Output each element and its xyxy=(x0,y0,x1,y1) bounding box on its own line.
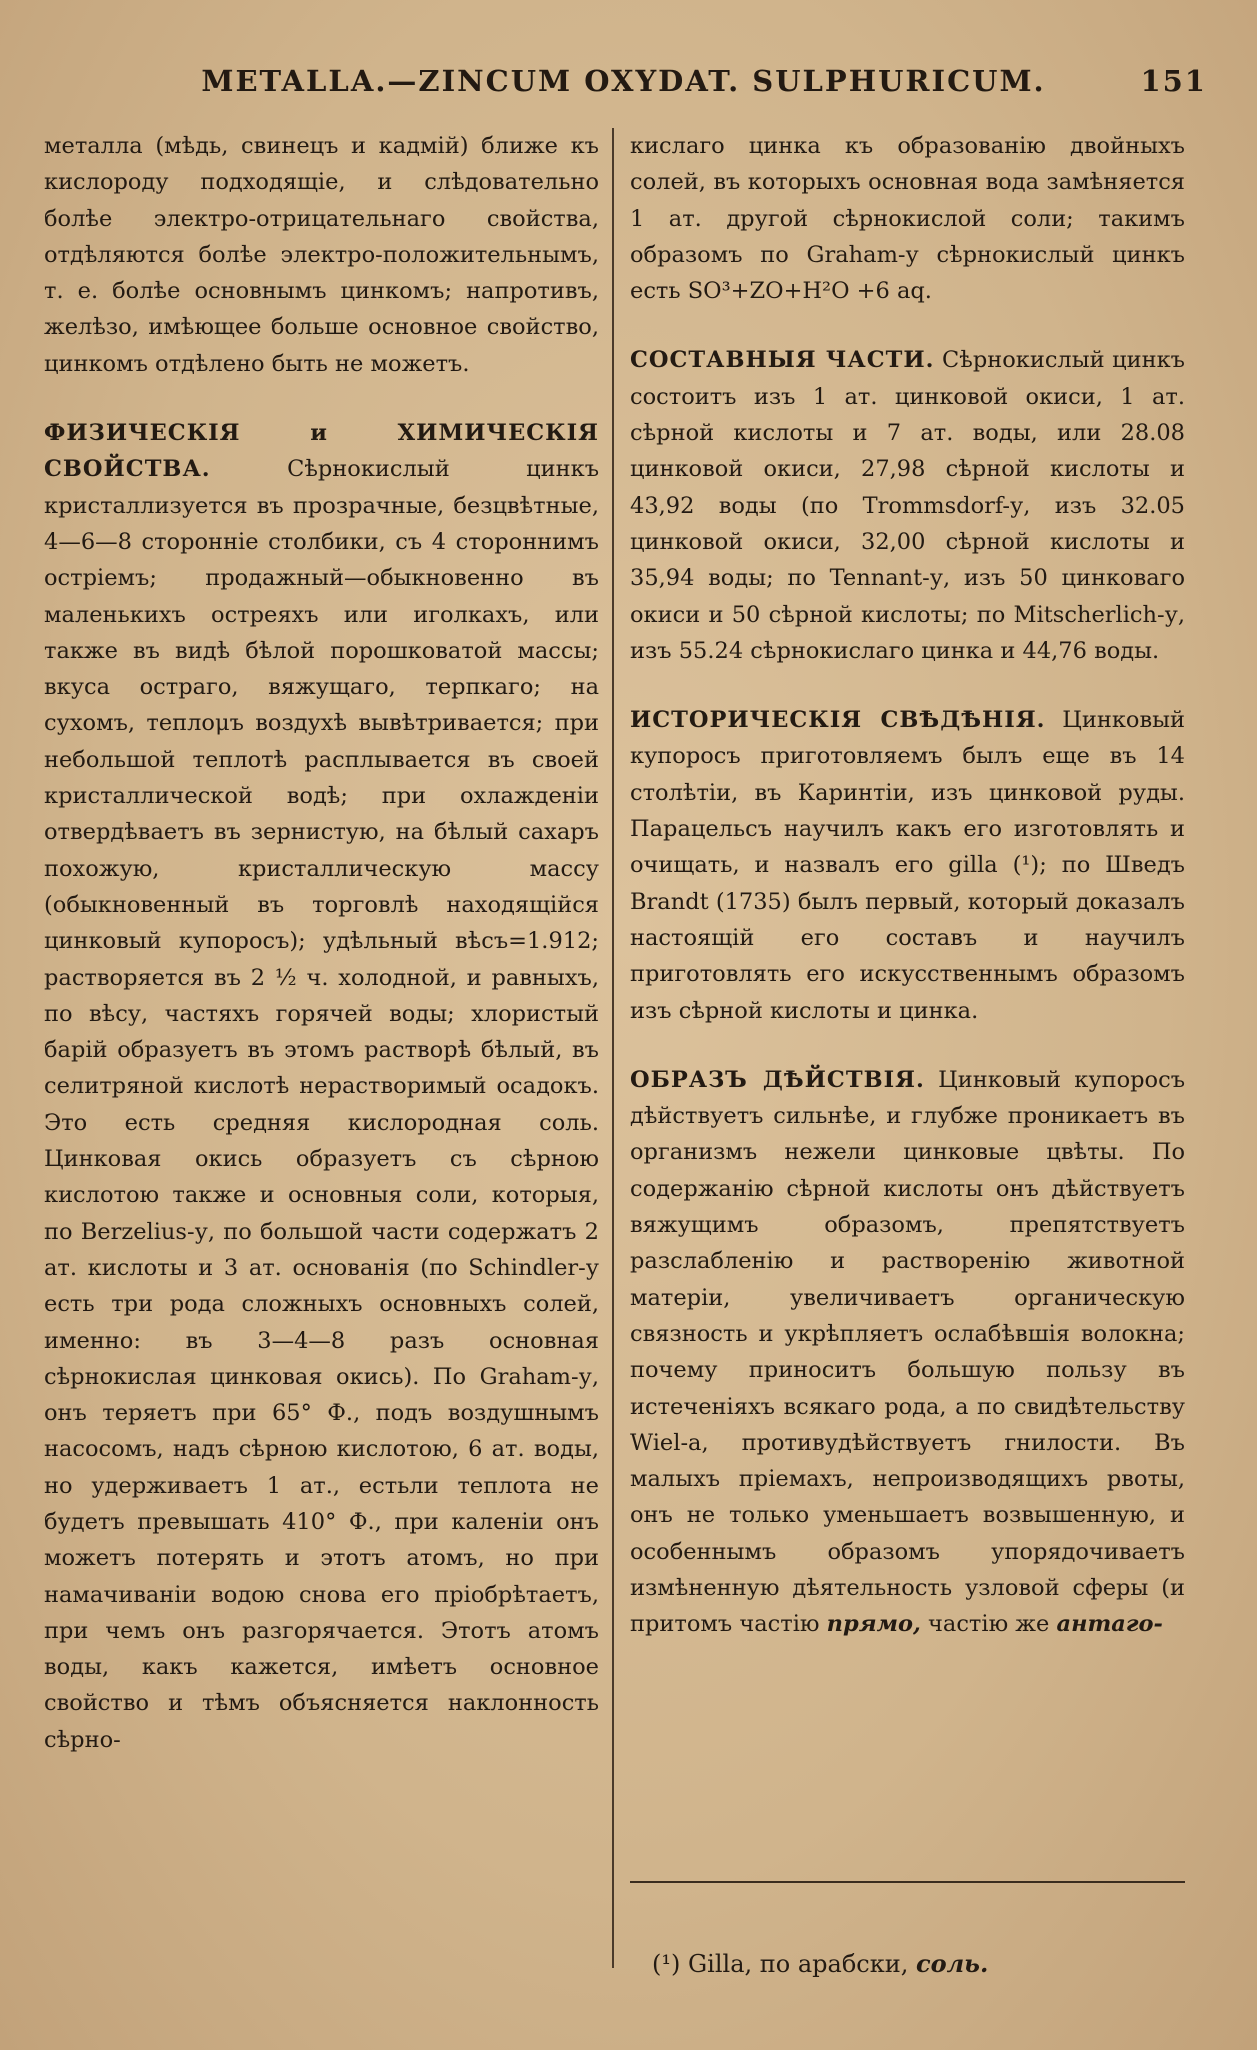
paragraph-history xyxy=(630,702,1185,1029)
paragraph-text: Сѣрнокислый цинкъ состоитъ изъ 1 ат. цинковой окиси, 1 ат. сѣрной кислоты и 7 ат. воды, или 28.08 цинковой окиси, 27,98 сѣрной кислоты и 43,92 воды (по Trommsdorf-у, изъ 32.05 цинковой окиси, 32,00 сѣрной кислоты и 35,94 воды; по Tennant-у, изъ 50 цинковаго окиси и 50 сѣрной кислоты; по Mitscherlich-у, изъ 55.24 сѣрнокислаго цинка и 44,76 воды. xyxy=(630,347,1185,664)
section-heading-properties: ФИЗИЧЕСКІЯ и ХИМИЧЕСКІЯ СВОЙСТВА. xyxy=(44,420,599,483)
footnote-rule xyxy=(630,1881,1185,1883)
paragraph-text: Сѣрнокислый цинкъ кристаллизуется въ прозрачные, безцвѣтные, 4—6—8 сторонніе столбики, съ 4 стороннимъ остріемъ; продажный—обыкновенно въ маленькихъ остреяхъ или иголкахъ, или также въ видѣ бѣлой порошковатой массы; вкуса остраго, вяжущаго, терпкаго; на сухомъ, теплομъ воздухѣ вывѣтривается; при небольшой теплотѣ расплывается въ своей кристаллической водѣ; при охлажденіи отвердѣваетъ въ зернистую, на бѣлый сахаръ похожую, кристаллическую массу (обыкновенный въ торговлѣ находящійся цинковый купоросъ); удѣльный вѣсъ=1.912; растворяется въ 2 ½ ч. холодной, и равныхъ, по вѣсу, частяхъ горячей воды; хлористый барій образуетъ въ этомъ растворѣ бѣлый, въ селитряной кислотѣ нерастворимый осадокъ. Это есть средняя кислородная соль. Цинковая окись образуетъ съ сѣрною кислотою также и основныя соли, которыя, по Berzelius-у, по большой части содержатъ 2 ат. кислоты и 3 ат. основанія (по Schindler-у есть три рода сложныхъ основныхъ солей, именно: въ 3—4—8 разъ основная сѣрнокислая цинковая окись). По Graham-у, онъ теряетъ при 65° Ф., подъ воздушнымъ насосомъ, надъ сѣрною кислотою, 6 ат. воды, но удерживаетъ 1 ат., естьли теплота не будетъ превышать 410° Ф., при каленіи онъ можетъ потерять и этотъ атомъ, но при намачиваніи водою снова его пріобрѣтаетъ, при чемъ онъ разгорячается. Этотъ атомъ воды, какъ кажется, имѣетъ основное свойство и тѣмъ объясняется наклонность сѣрно- xyxy=(44,456,600,1753)
italic-word: прямо, xyxy=(826,1611,921,1638)
paragraph-text: металла (мѣдь, свинецъ и кадмій) ближе къ кислороду подходящіе, и слѣдовательно болѣе электро-отрицательнаго свойства, отдѣляются болѣе электро-положительнымъ, т. е. болѣе основнымъ цинкомъ; напротивъ, желѣзо, имѣющее больше основное свойство, цинкомъ отдѣлено быть не можетъ. xyxy=(44,133,599,377)
page-number: 151 xyxy=(1140,64,1207,98)
footnote-mark: (¹) xyxy=(652,1950,681,1978)
footnote-text: Gilla, по арабски, xyxy=(688,1950,909,1978)
left-column xyxy=(44,128,599,1791)
running-title: METALLA.—ZINCUM OXYDAT. SULPHURICUM. xyxy=(201,64,1046,98)
section-heading-composition: СОСТАВНЫЯ ЧАСТИ. xyxy=(630,347,935,374)
paragraph-continuation xyxy=(630,128,1185,309)
paragraph-composition xyxy=(630,342,1185,669)
section-heading-action: ОБРАЗЪ ДѢЙСТВІЯ. xyxy=(630,1066,925,1093)
footnote xyxy=(652,1949,1172,1978)
paragraph-properties xyxy=(44,415,599,1758)
paragraph-text: частію же xyxy=(928,1611,1050,1638)
section-heading-history: ИСТОРИЧЕСКІЯ СВѢДѢНІЯ. xyxy=(630,707,1046,734)
paragraph-text: кислаго цинка къ образованію двойныхъ солей, въ которыхъ основная вода замѣняется 1 ат. другой сѣрнокислой соли; такимъ образомъ по Graham-у сѣрнокислый цинкъ есть SO³+ZO+H²O +6 aq. xyxy=(630,133,1185,305)
footnote-italic: соль. xyxy=(915,1949,989,1978)
paragraph-action xyxy=(630,1062,1185,1643)
paragraph-continuation xyxy=(44,128,599,382)
right-column xyxy=(630,128,1185,1676)
paragraph-text: Цинковый купоросъ приготовляемъ былъ еще въ 14 столѣтіи, въ Каринтіи, изъ цинковой руды. Парацельсъ научилъ какъ его изготовлять и очищать, и назвалъ его gilla (¹); по Шведъ Brandt (1735) былъ первый, который доказалъ настоящій его составъ и научилъ приготовлять его искусственнымъ образомъ изъ сѣрной кислоты и цинка. xyxy=(630,707,1186,1024)
running-header xyxy=(40,64,1207,104)
paragraph-text: Цинковый купоросъ дѣйствуетъ сильнѣе, и глубже проникаетъ въ организмъ нежели цинковые цвѣты. По содержанію сѣрной кислоты онъ дѣйствуетъ вяжущимъ образомъ, препятствуетъ разслабленію и растворенію животной матеріи, увеличиваетъ органическую связность и укрѣпляетъ ослабѣвшія волокна; почему приноситъ большую пользу въ истеченіяхъ всякаго рода, а по свидѣтельству Wiel-а, противудѣйствуетъ гнилости. Въ малыхъ пріемахъ, непроизводящихъ рвоты, онъ не только уменьшаетъ возвышенную, и особеннымъ образомъ упорядочиваетъ измѣненную дѣятельность узловой сферы (и притомъ частію xyxy=(630,1066,1186,1638)
column-divider xyxy=(612,128,614,1968)
italic-word: антаго- xyxy=(1056,1611,1163,1638)
